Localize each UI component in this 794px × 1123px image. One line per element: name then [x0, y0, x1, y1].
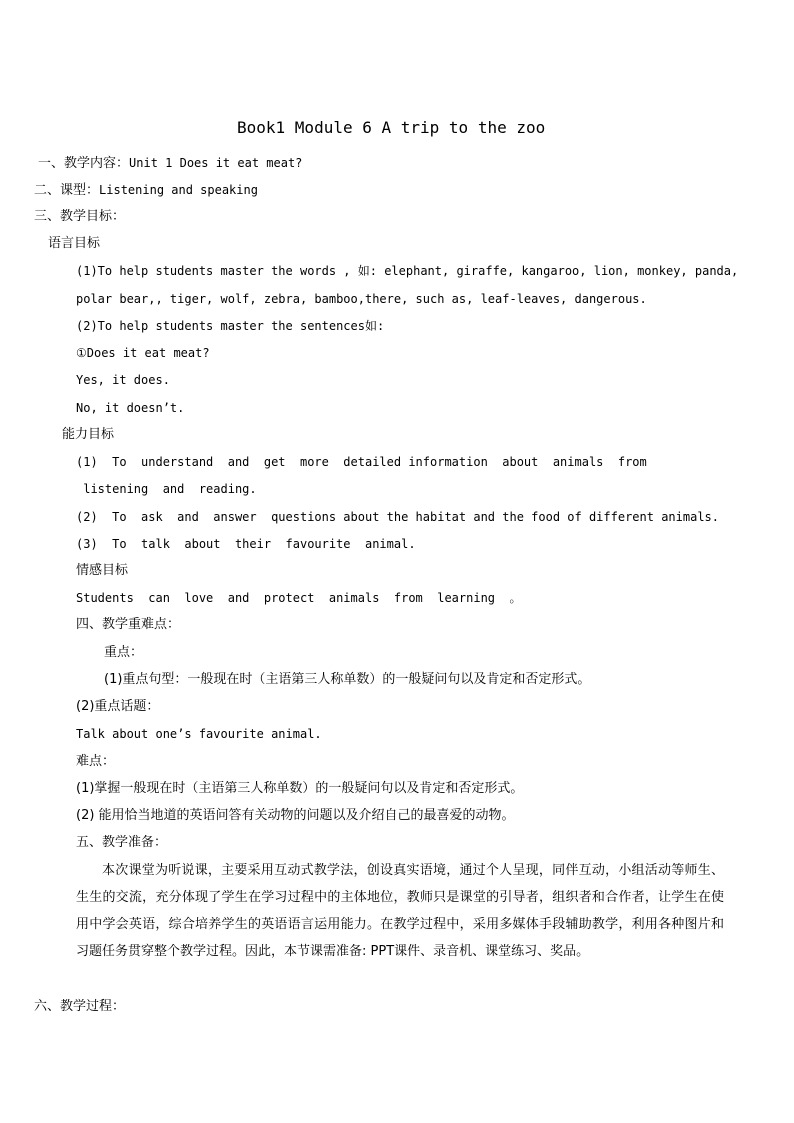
language-goal-line: (1)To help students master the words , 如: elephant, giraffe, kangaroo, lion, monkey, panda, — [76, 264, 739, 278]
language-goal-heading: 语言目标 — [48, 236, 101, 251]
section-3-heading: 三、教学目标： — [34, 209, 126, 224]
section-5-heading: 五、教学准备： — [76, 835, 168, 850]
emotion-goal-heading: 情感目标 — [76, 563, 129, 578]
language-goal-line: ①Does it eat meat? — [76, 346, 210, 360]
section-4-heading: 四、教学重难点： — [76, 617, 181, 632]
section-1 — [38, 155, 302, 172]
page-title: Book1 Module 6 A trip to the zoo — [237, 118, 546, 137]
ability-goal-line: (2) To ask and answer questions about the habitat and the food of different animals. — [76, 510, 719, 524]
section-2-label: 二、课型： — [34, 183, 100, 198]
difficulty-1: (1)掌握一般现在时（主语第三人称单数）的一般疑问句以及肯定和否定形式。 — [76, 781, 524, 796]
ability-goal-heading: 能力目标 — [62, 427, 115, 442]
section-6-heading: 六、教学过程： — [34, 999, 126, 1014]
ability-goal-line: (3) To talk about their favourite animal. — [76, 537, 416, 551]
section-5-paragraph: 本次课堂为听说课，主要采用互动式教学法，创设真实语境，通过个人呈现，同伴互动，小组活动等师生、生生的交流，充分体现了学生在学习过程中的主体地位，教师只是课堂的引导者，组织者和合作者，让学生在使用中学会英语，综合培养学生的英语语言运用能力。在教学过程中，采用多媒体手段辅助教学，利用各种图片和习题任务贯穿整个教学过程。因此，本节课需准备: PPT课件、录音机、课堂练习、奖品。 — [76, 863, 724, 959]
key-point-2-heading: (2)重点话题： — [76, 699, 160, 714]
emotion-goal-line: Students can love and protect animals from learning 。 — [76, 591, 522, 605]
key-point-heading: 重点： — [104, 645, 144, 660]
language-goal-line: (2)To help students master the sentences如: — [76, 319, 385, 333]
language-goal-line: No, it doesn’t. — [76, 401, 185, 415]
difficulty-2: (2) 能用恰当地道的英语问答有关动物的问题以及介绍自己的最喜爱的动物。 — [76, 808, 515, 823]
language-goal-line: Yes, it does. — [76, 373, 170, 387]
section-2 — [34, 182, 258, 199]
section-1-value: Unit 1 Does it eat meat? — [129, 156, 303, 170]
key-point-2: Talk about one’s favourite animal. — [76, 727, 322, 741]
section-1-label: 一、教学内容： — [38, 156, 130, 171]
ability-goal-line: (1) To understand and get more detailed information about animals from — [76, 455, 647, 469]
key-point-1: (1)重点句型：一般现在时（主语第三人称单数）的一般疑问句以及肯定和否定形式。 — [104, 672, 591, 687]
language-goal-line: polar bear,, tiger, wolf, zebra, bamboo,there, such as, leaf-leaves, dangerous. — [76, 292, 647, 306]
difficulty-heading: 难点： — [76, 754, 116, 769]
section-2-value: Listening and speaking — [99, 183, 258, 197]
ability-goal-line: listening and reading. — [76, 482, 257, 496]
